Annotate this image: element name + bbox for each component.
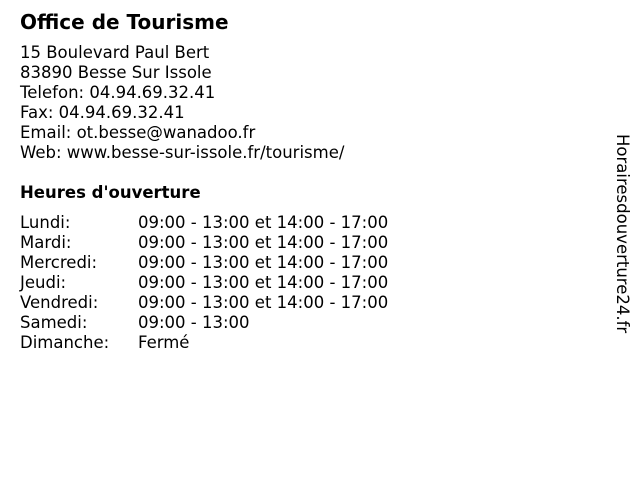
address-block: [20, 43, 344, 163]
street-address: 15 Boulevard Paul Bert: [20, 43, 210, 62]
fax-line: Fax: 04.94.69.32.41: [20, 103, 185, 122]
hours-time: 09:00 - 13:00 et 14:00 - 17:00: [138, 273, 389, 292]
email-line: Email: ot.besse@wanadoo.fr: [20, 123, 256, 142]
hours-time: 09:00 - 13:00: [138, 313, 250, 332]
place-title: Office de Tourisme: [20, 10, 229, 34]
hours-time: 09:00 - 13:00 et 14:00 - 17:00: [138, 293, 389, 312]
hours-day: Mercredi:: [20, 253, 98, 272]
hours-day: Dimanche:: [20, 333, 110, 352]
hours-day: Mardi:: [20, 233, 72, 252]
website-line: Web: www.besse-sur-issole.fr/tourisme/: [20, 143, 345, 162]
opening-hours-heading: Heures d'ouverture: [20, 183, 201, 202]
hours-day: Lundi:: [20, 213, 71, 232]
hours-time: 09:00 - 13:00 et 14:00 - 17:00: [138, 213, 389, 232]
hours-day: Samedi:: [20, 313, 88, 332]
hours-time: 09:00 - 13:00 et 14:00 - 17:00: [138, 233, 389, 252]
hours-day: Vendredi:: [20, 293, 99, 312]
hours-time: Fermé: [138, 333, 190, 352]
postal-city: 83890 Besse Sur Issole: [20, 63, 212, 82]
hours-day: Jeudi:: [20, 273, 67, 292]
site-brand-vertical: Horairesdouverture24.fr: [613, 134, 632, 334]
hours-time: 09:00 - 13:00 et 14:00 - 17:00: [138, 253, 389, 272]
telephone-line: Telefon: 04.94.69.32.41: [20, 83, 216, 102]
